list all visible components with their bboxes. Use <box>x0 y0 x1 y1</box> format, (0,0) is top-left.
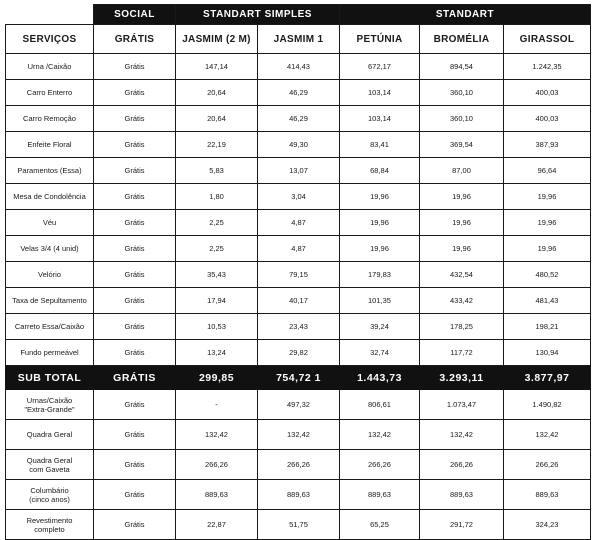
price-cell-girassol: 19,96 <box>504 236 591 262</box>
price-cell-petunia: 266,26 <box>340 450 420 480</box>
service-name-cell <box>6 480 94 510</box>
service-name-cell <box>6 510 94 540</box>
price-cell-jasmim-1: 889,63 <box>258 480 340 510</box>
price-cell-jasmim-2m: 20,64 <box>176 106 258 132</box>
service-name-cell: Urna /Caixão <box>6 54 94 80</box>
price-cell-jasmim-1: 51,75 <box>258 510 340 540</box>
price-cell-social: Grátis <box>94 450 176 480</box>
price-cell-jasmim-2m: 10,53 <box>176 314 258 340</box>
funeral-services-price-table <box>5 4 591 540</box>
price-cell-jasmim-1: 49,30 <box>258 132 340 158</box>
price-cell-girassol: 96,64 <box>504 158 591 184</box>
price-cell-girassol: 400,03 <box>504 106 591 132</box>
table-row <box>6 80 591 106</box>
service-name-cell: Velas 3/4 (4 unid) <box>6 236 94 262</box>
table-row <box>6 510 591 540</box>
price-cell-social: Grátis <box>94 236 176 262</box>
table-row <box>6 184 591 210</box>
table-row <box>6 158 591 184</box>
subtotal-petunia: 1.443,73 <box>340 366 420 390</box>
price-cell-petunia: 68,84 <box>340 158 420 184</box>
table-row <box>6 340 591 366</box>
price-cell-jasmim-2m: 20,64 <box>176 80 258 106</box>
table-row <box>6 262 591 288</box>
price-cell-petunia: 83,41 <box>340 132 420 158</box>
group-standart-simples: STANDART SIMPLES <box>176 5 340 25</box>
price-cell-jasmim-2m: 35,43 <box>176 262 258 288</box>
price-cell-jasmim-2m: 1,80 <box>176 184 258 210</box>
price-cell-jasmim-2m: 22,19 <box>176 132 258 158</box>
blank-corner-cell <box>6 5 94 25</box>
price-cell-bromelia: 87,00 <box>420 158 504 184</box>
price-cell-social: Grátis <box>94 262 176 288</box>
price-cell-girassol: 19,96 <box>504 184 591 210</box>
price-cell-petunia: 103,14 <box>340 106 420 132</box>
price-cell-girassol: 132,42 <box>504 420 591 450</box>
price-cell-social: Grátis <box>94 106 176 132</box>
price-cell-girassol: 19,96 <box>504 210 591 236</box>
price-cell-girassol: 324,23 <box>504 510 591 540</box>
price-cell-jasmim-1: 13,07 <box>258 158 340 184</box>
price-cell-jasmim-1: 79,15 <box>258 262 340 288</box>
subtotal-jasmim-1: 754,72 1 <box>258 366 340 390</box>
price-cell-bromelia: 432,54 <box>420 262 504 288</box>
group-standart: STANDART <box>340 5 591 25</box>
service-name-cell <box>6 390 94 420</box>
service-name-cell: Carro Remoção <box>6 106 94 132</box>
service-name-line-2: (cinco anos) <box>29 494 70 504</box>
price-cell-bromelia: 433,42 <box>420 288 504 314</box>
price-cell-jasmim-1: 46,29 <box>258 80 340 106</box>
price-cell-girassol: 198,21 <box>504 314 591 340</box>
price-cell-jasmim-1: 46,29 <box>258 106 340 132</box>
price-cell-social: Grátis <box>94 288 176 314</box>
price-cell-jasmim-2m: 266,26 <box>176 450 258 480</box>
service-name-cell: Paramentos (Essa) <box>6 158 94 184</box>
price-cell-social: Grátis <box>94 158 176 184</box>
price-cell-jasmim-2m: 17,94 <box>176 288 258 314</box>
price-cell-petunia: 19,96 <box>340 210 420 236</box>
price-cell-girassol: 387,93 <box>504 132 591 158</box>
price-cell-jasmim-2m: 147,14 <box>176 54 258 80</box>
price-cell-girassol: 1.490,82 <box>504 390 591 420</box>
service-name-line-2: completo <box>34 524 65 534</box>
header-jasmim-2m: JASMIM (2 M) <box>176 25 258 54</box>
service-name-line-1: Revestimento <box>26 515 73 525</box>
service-name-cell: Véu <box>6 210 94 236</box>
price-cell-bromelia: 360,10 <box>420 106 504 132</box>
column-header-row <box>6 25 591 54</box>
price-cell-petunia: 672,17 <box>340 54 420 80</box>
service-name-line-1: Quadra Geral <box>26 430 73 439</box>
price-cell-social: Grátis <box>94 510 176 540</box>
price-cell-bromelia: 19,96 <box>420 184 504 210</box>
subtotal-label: SUB TOTAL <box>6 366 94 390</box>
header-gratis: GRÁTIS <box>94 25 176 54</box>
price-cell-jasmim-1: 29,82 <box>258 340 340 366</box>
price-cell-petunia: 101,35 <box>340 288 420 314</box>
price-cell-bromelia: 894,54 <box>420 54 504 80</box>
table-row <box>6 450 591 480</box>
price-cell-petunia: 132,42 <box>340 420 420 450</box>
price-cell-jasmim-2m: 132,42 <box>176 420 258 450</box>
header-servicos: SERVIÇOS <box>6 25 94 54</box>
price-cell-jasmim-1: 414,43 <box>258 54 340 80</box>
table-row <box>6 314 591 340</box>
service-name-cell: Mesa de Condolência <box>6 184 94 210</box>
price-cell-social: Grátis <box>94 132 176 158</box>
price-cell-petunia: 65,25 <box>340 510 420 540</box>
service-name-cell: Velório <box>6 262 94 288</box>
price-cell-jasmim-1: 23,43 <box>258 314 340 340</box>
price-cell-social: Grátis <box>94 340 176 366</box>
service-name-cell <box>6 420 94 450</box>
services-rows <box>6 54 591 366</box>
table-row <box>6 390 591 420</box>
table-row <box>6 54 591 80</box>
price-cell-girassol: 481,43 <box>504 288 591 314</box>
service-name-line-2: com Gaveta <box>29 464 70 474</box>
extra-services-rows <box>6 390 591 540</box>
subtotal-bromelia: 3.293,11 <box>420 366 504 390</box>
price-cell-social: Grátis <box>94 210 176 236</box>
service-name-cell: Carreto Essa/Caixão <box>6 314 94 340</box>
subtotal-jasmim-2m: 299,85 <box>176 366 258 390</box>
service-name-cell <box>6 450 94 480</box>
price-cell-bromelia: 1.073,47 <box>420 390 504 420</box>
price-cell-girassol: 1.242,35 <box>504 54 591 80</box>
price-cell-jasmim-1: 3,04 <box>258 184 340 210</box>
table-row <box>6 132 591 158</box>
price-cell-bromelia: 360,10 <box>420 80 504 106</box>
price-cell-social: Grátis <box>94 314 176 340</box>
price-cell-jasmim-1: 497,32 <box>258 390 340 420</box>
price-cell-jasmim-2m: 2,25 <box>176 236 258 262</box>
price-cell-social: Grátis <box>94 184 176 210</box>
price-cell-social: Grátis <box>94 54 176 80</box>
subtotal-social: GRÁTIS <box>94 366 176 390</box>
price-cell-bromelia: 369,54 <box>420 132 504 158</box>
service-name-cell: Enfeite Floral <box>6 132 94 158</box>
header-bromelia: BROMÉLIA <box>420 25 504 54</box>
price-cell-bromelia: 117,72 <box>420 340 504 366</box>
price-cell-bromelia: 19,96 <box>420 210 504 236</box>
group-social: SOCIAL <box>94 5 176 25</box>
table-row <box>6 210 591 236</box>
price-cell-girassol: 130,94 <box>504 340 591 366</box>
header-girassol: GIRASSOL <box>504 25 591 54</box>
subtotal-row <box>6 366 591 390</box>
price-cell-girassol: 266,26 <box>504 450 591 480</box>
price-cell-jasmim-1: 4,87 <box>258 236 340 262</box>
price-cell-jasmim-2m: 2,25 <box>176 210 258 236</box>
price-cell-social: Grátis <box>94 480 176 510</box>
price-cell-bromelia: 132,42 <box>420 420 504 450</box>
price-cell-jasmim-2m: 13,24 <box>176 340 258 366</box>
price-cell-bromelia: 266,26 <box>420 450 504 480</box>
table-row <box>6 288 591 314</box>
price-cell-girassol: 480,52 <box>504 262 591 288</box>
header-petunia: PETÚNIA <box>340 25 420 54</box>
price-cell-jasmim-2m: 22,87 <box>176 510 258 540</box>
service-name-line-1: Quadra Geral <box>26 455 73 465</box>
price-cell-jasmim-2m: - <box>176 390 258 420</box>
service-name-cell: Fundo permeável <box>6 340 94 366</box>
price-cell-bromelia: 291,72 <box>420 510 504 540</box>
header-jasmim-1: JASMIM 1 <box>258 25 340 54</box>
price-cell-bromelia: 19,96 <box>420 236 504 262</box>
table-row <box>6 480 591 510</box>
service-name-cell: Carro Enterro <box>6 80 94 106</box>
table-row <box>6 106 591 132</box>
price-cell-petunia: 889,63 <box>340 480 420 510</box>
price-cell-jasmim-2m: 5,83 <box>176 158 258 184</box>
price-cell-bromelia: 178,25 <box>420 314 504 340</box>
price-cell-petunia: 19,96 <box>340 184 420 210</box>
price-cell-jasmim-1: 266,26 <box>258 450 340 480</box>
price-cell-petunia: 39,24 <box>340 314 420 340</box>
table-row <box>6 420 591 450</box>
table-row <box>6 236 591 262</box>
subtotal-girassol: 3.877,97 <box>504 366 591 390</box>
price-cell-petunia: 806,61 <box>340 390 420 420</box>
price-cell-jasmim-1: 40,17 <box>258 288 340 314</box>
price-cell-petunia: 103,14 <box>340 80 420 106</box>
price-cell-social: Grátis <box>94 80 176 106</box>
price-cell-girassol: 400,03 <box>504 80 591 106</box>
service-name-cell: Taxa de Sepultamento <box>6 288 94 314</box>
price-cell-jasmim-2m: 889,63 <box>176 480 258 510</box>
price-cell-petunia: 19,96 <box>340 236 420 262</box>
price-cell-jasmim-1: 4,87 <box>258 210 340 236</box>
price-cell-petunia: 32,74 <box>340 340 420 366</box>
price-table-container <box>5 4 591 540</box>
price-cell-girassol: 889,63 <box>504 480 591 510</box>
price-cell-social: Grátis <box>94 420 176 450</box>
price-cell-bromelia: 889,63 <box>420 480 504 510</box>
plan-group-header-row <box>6 5 591 25</box>
price-cell-petunia: 179,83 <box>340 262 420 288</box>
service-name-line-1: Urnas/Caixão <box>26 395 73 405</box>
service-name-line-1: Columbário <box>30 485 69 495</box>
price-cell-jasmim-1: 132,42 <box>258 420 340 450</box>
price-cell-social: Grátis <box>94 390 176 420</box>
service-name-line-2: "Extra-Grande" <box>24 404 75 414</box>
